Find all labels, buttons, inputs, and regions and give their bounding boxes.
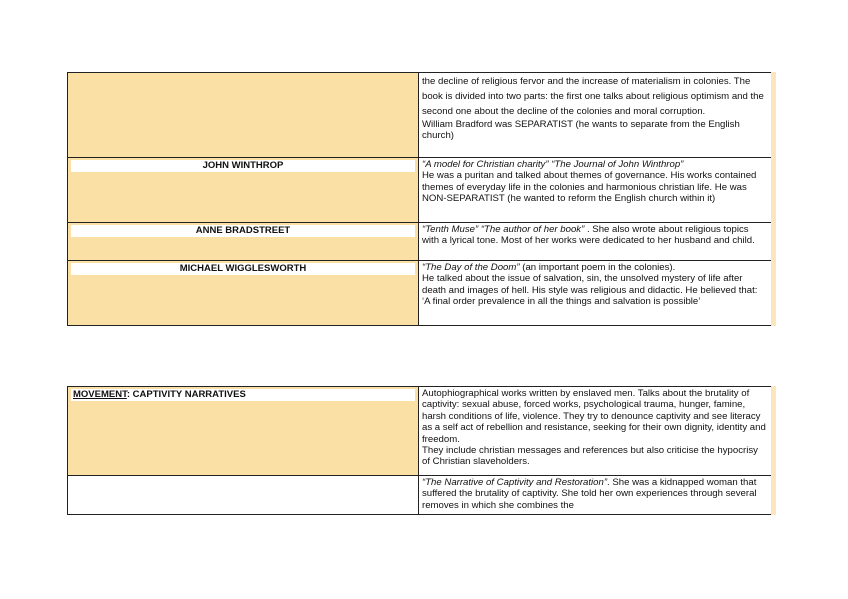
author-name: ANNE BRADSTREET <box>71 225 415 237</box>
works-title: “Tenth Muse” “The author of her book” <box>422 224 585 235</box>
description-cell <box>419 158 774 223</box>
authors-table <box>67 72 776 326</box>
description-text: the decline of religious fervor and the increase of materialism in colonies. The book is divided into two parts: the first one talks about religious optimism and the second one about the decline of the colonies and moral corruption. <box>422 76 764 117</box>
table-row <box>68 261 774 326</box>
description-text: He talked about the issue of salvation, sin, the unsolved mystery of life after death and images of hell. His style was religious and didactic. He believed that: ‘A final order prevalence in all the things and salvation is possible’ <box>422 273 758 308</box>
author-cell <box>68 73 419 158</box>
description-cell <box>419 387 774 476</box>
description-cell <box>419 73 774 158</box>
description-text: . She also wrote about religious topics with a lyrical tone. Most of her works were dedicated to her husband and child. <box>422 224 755 247</box>
description-text: . She was a kidnapped woman that suffered the brutality of captivity. She told her own experiences through several removes in which she combines the <box>422 477 757 511</box>
author-cell <box>68 476 419 515</box>
movement-label: MOVEMENT <box>73 389 127 400</box>
description-cell <box>419 476 774 515</box>
author-name: MICHAEL WIGGLESWORTH <box>71 263 415 275</box>
description-text: They include christian messages and references but also criticise the hypocrisy of Christian slaveholders. <box>422 445 758 468</box>
table-row <box>68 476 774 515</box>
movement-table <box>67 386 776 515</box>
works-title: “A model for Christian charity” “The Journal of John Winthrop” <box>422 159 684 170</box>
works-title: “The Day of the Doom” <box>422 262 520 273</box>
description-text: (an important poem in the colonies). <box>519 262 676 273</box>
table-row <box>68 223 774 261</box>
table-row <box>68 73 774 158</box>
movement-name: : CAPTIVITY NARRATIVES <box>126 389 246 400</box>
table-row <box>68 158 774 223</box>
author-cell <box>68 223 419 261</box>
description-text: He was a puritan and talked about themes of governance. His works contained themes of everyday life in the colonies and harmonious christian life. He was NON-SEPARATIST (he wanted to reform the English church within it) <box>422 170 757 205</box>
movement-heading <box>71 389 415 401</box>
description-cell <box>419 223 774 261</box>
description-cell <box>419 261 774 326</box>
author-name: JOHN WINTHROP <box>71 160 415 172</box>
movement-cell <box>68 387 419 476</box>
description-text: Autophiographical works written by enslaved men. Talks about the brutality of captivity: sexual abuse, forced works, psychological trauma, hunger, famine, harsh conditions of life, violence. They try to denounce captivity and see literacy as a self act of rebellion and resistance, seeking for their own dignity, identity and freedom. <box>422 388 766 445</box>
works-title: “The Narrative of Captivity and Restoration” <box>422 477 608 488</box>
author-cell <box>68 261 419 326</box>
table-row <box>68 387 774 476</box>
description-text: William Bradford was SEPARATIST (he wants to separate from the English church) <box>422 119 740 142</box>
author-cell <box>68 158 419 223</box>
